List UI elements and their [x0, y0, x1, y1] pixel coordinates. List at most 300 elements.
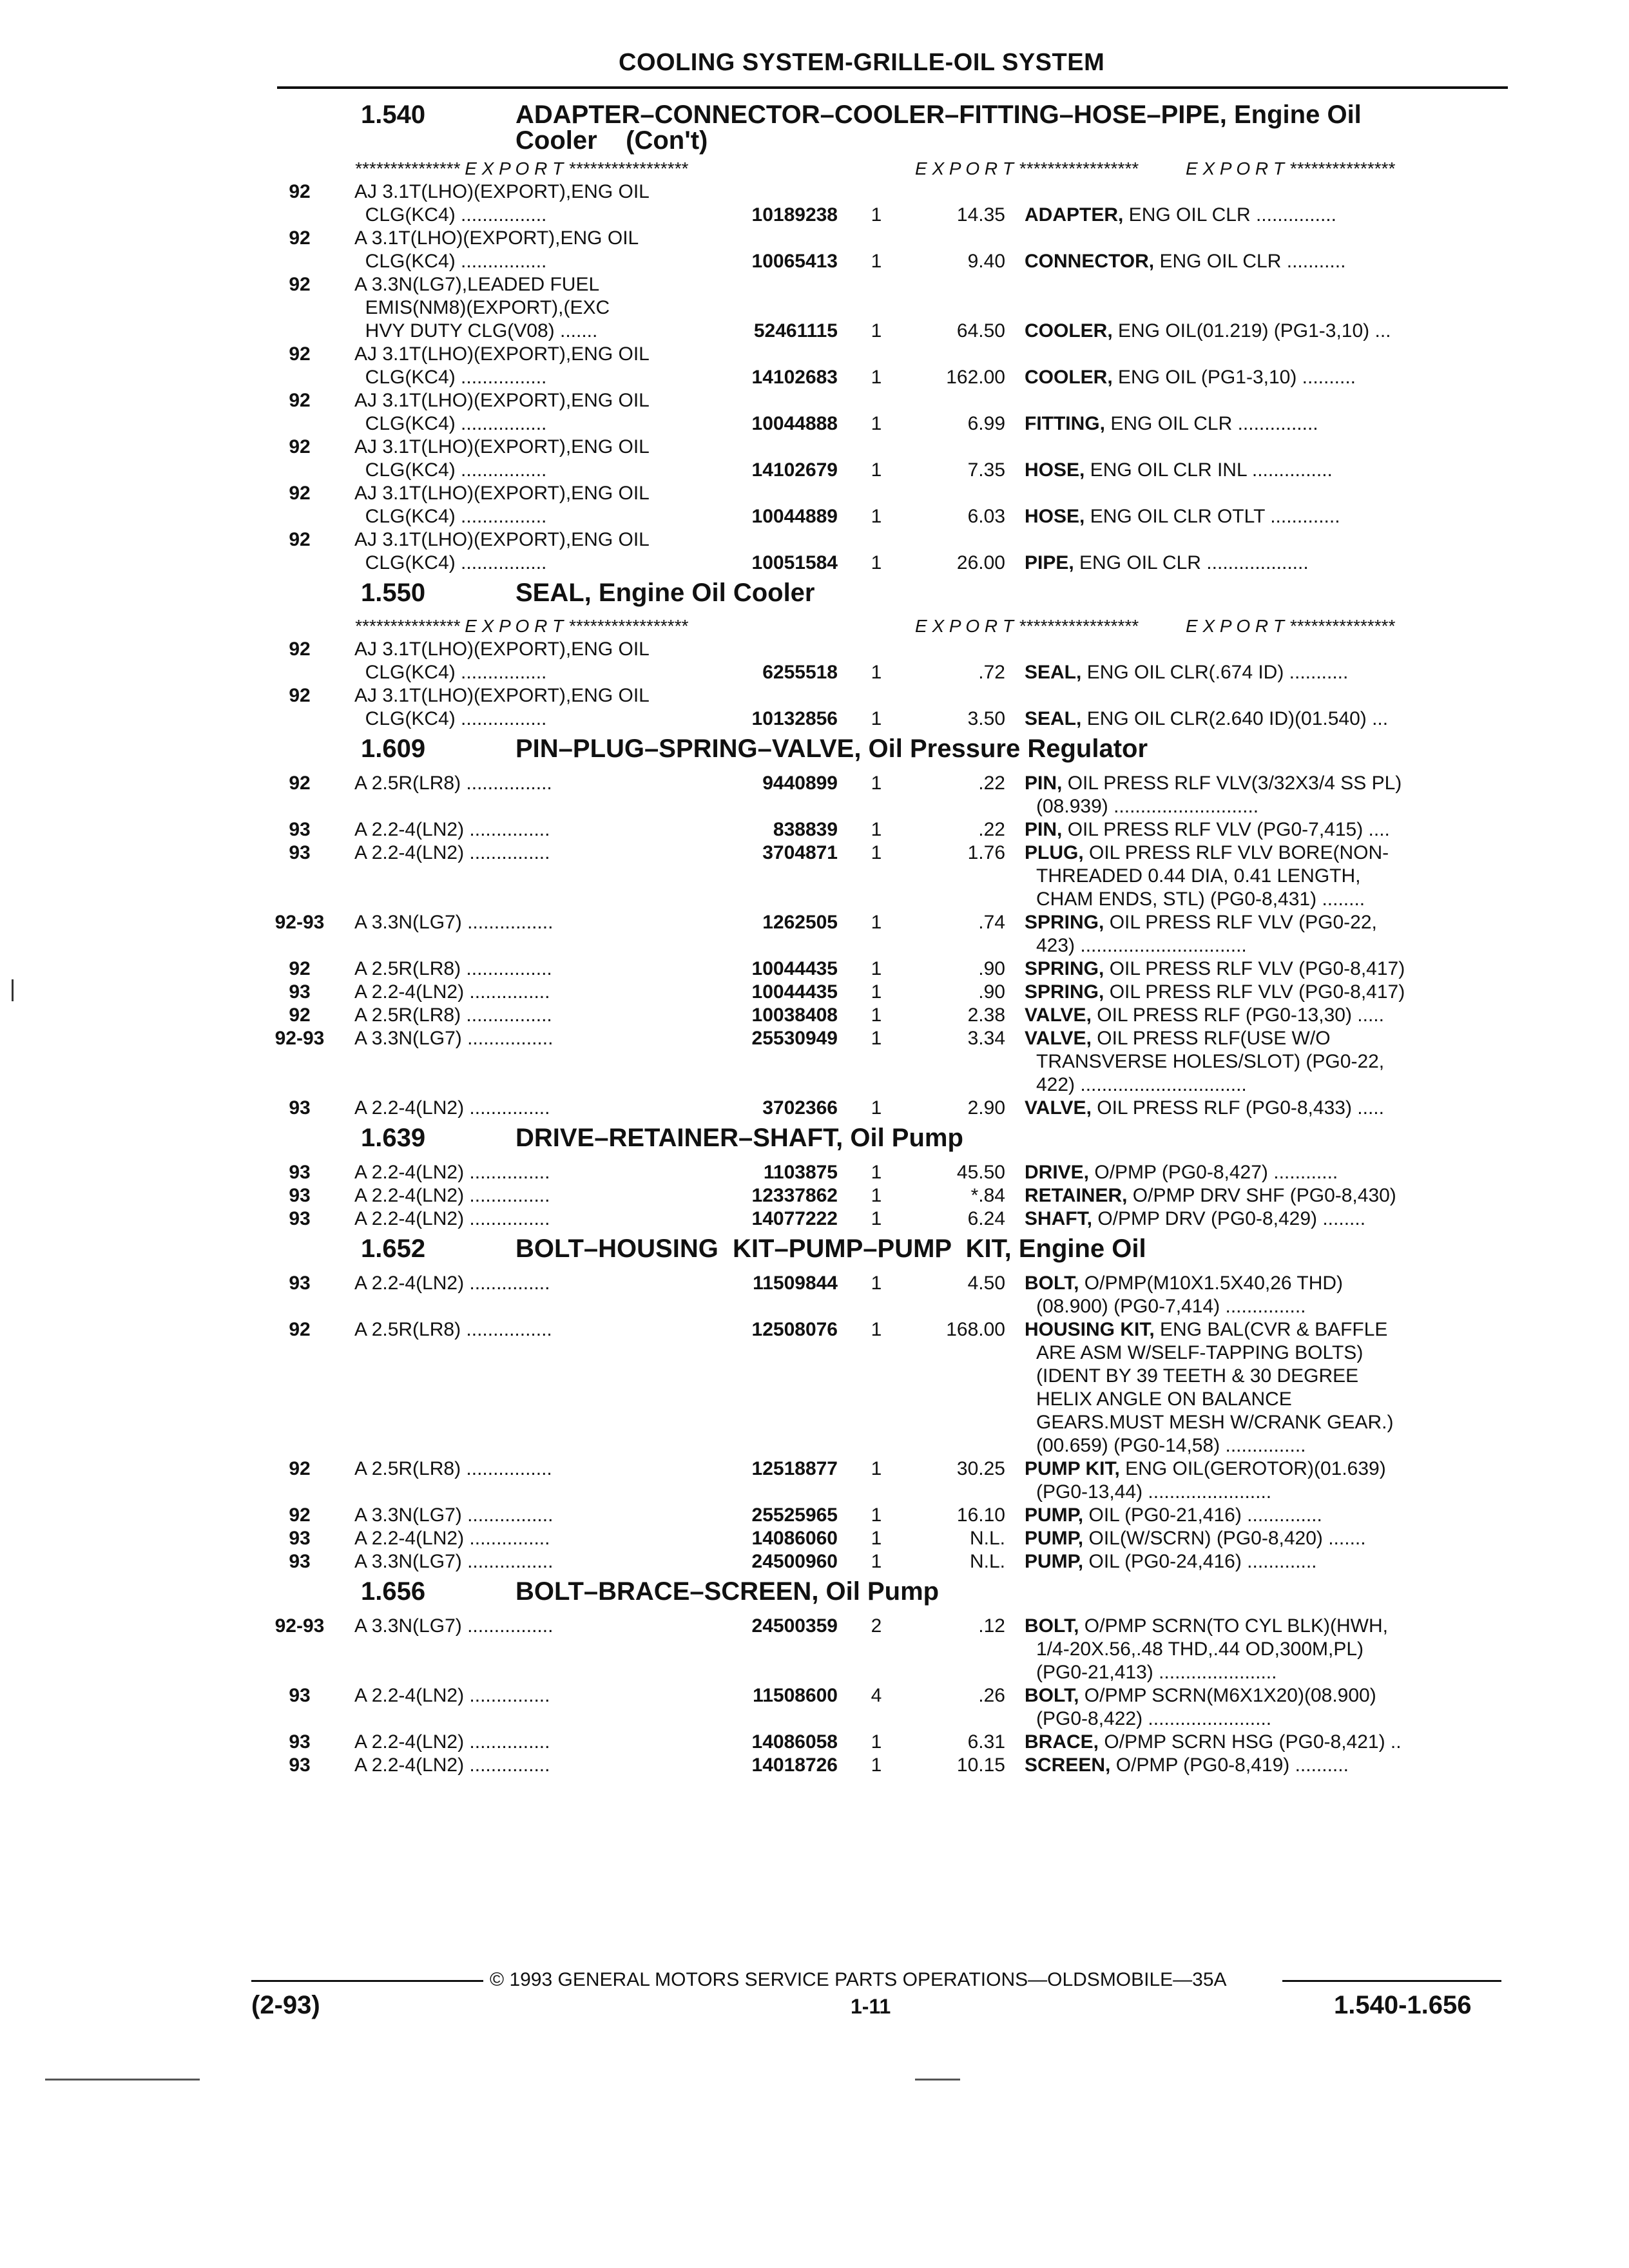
application-line: A 2.2-4(LN2) ...............	[354, 1754, 550, 1776]
model-year: 92-93	[275, 1028, 325, 1049]
description-text: O/PMP SCRN(TO CYL BLK)(HWH,	[1079, 1615, 1388, 1637]
header-rule	[277, 86, 1508, 89]
application-line: CLG(KC4) ................	[354, 662, 547, 683]
model-year: 93	[289, 842, 311, 863]
part-description	[1025, 250, 1505, 273]
footer-rule-right	[1282, 1980, 1501, 1982]
description-line	[1025, 1457, 1505, 1481]
price: 3.50	[967, 708, 1005, 729]
description-line	[1025, 459, 1505, 482]
part-number: 52461115	[753, 320, 838, 341]
model-year: 93	[289, 1097, 311, 1119]
part-row	[264, 638, 1508, 684]
model-year: 92	[289, 1504, 311, 1526]
application-line: AJ 3.1T(LHO)(EXPORT),ENG OIL	[354, 181, 650, 202]
part-row	[264, 1161, 1508, 1184]
model-year: 92	[289, 390, 311, 411]
model-year: 93	[289, 1208, 311, 1229]
part-row	[264, 911, 1508, 957]
description-line: TRANSVERSE HOLES/SLOT) (PG0-22,	[1036, 1051, 1385, 1072]
part-row	[264, 482, 1508, 528]
description-line	[1025, 707, 1505, 731]
section-heading	[264, 731, 1508, 772]
part-row	[264, 227, 1508, 273]
section-number: 1.550	[361, 579, 426, 607]
quantity: 1	[871, 459, 882, 481]
application-line: A 2.2-4(LN2) ...............	[354, 1273, 550, 1294]
description-text: O/PMP SCRN(M6X1X20)(08.900)	[1079, 1685, 1376, 1706]
description-line: (PG0-21,413) ......................	[1036, 1662, 1277, 1683]
scan-artifact	[45, 2079, 200, 2081]
quantity: 1	[871, 1028, 882, 1049]
quantity: 1	[871, 773, 882, 794]
application-text	[354, 436, 702, 482]
section-heading	[264, 97, 1508, 159]
application-line: A 3.3N(LG7) ................	[354, 1028, 554, 1049]
quantity: 1	[871, 1208, 882, 1229]
application-text	[354, 957, 702, 981]
part-number: 24500960	[751, 1551, 838, 1572]
description-line	[1025, 1207, 1505, 1231]
description-text: ENG OIL CLR INL ...............	[1084, 459, 1333, 481]
price: 45.50	[956, 1162, 1005, 1183]
price: 64.50	[956, 320, 1005, 341]
description-line: (00.659) (PG0-14,58) ...............	[1036, 1435, 1306, 1456]
model-year: 93	[289, 1754, 311, 1776]
export-marker: E X P O R T ***************	[1186, 616, 1395, 636]
application-line: CLG(KC4) ................	[354, 552, 547, 573]
application-text	[354, 1527, 702, 1550]
quantity: 1	[871, 1731, 882, 1753]
export-marker: E X P O R T ***************	[1186, 159, 1395, 178]
description-text: O/PMP (PG0-8,419) ..........	[1110, 1754, 1349, 1776]
description-line: CHAM ENDS, STL) (PG0-8,431) ........	[1036, 889, 1365, 910]
part-row	[264, 1207, 1508, 1231]
application-line: A 3.1T(LHO)(EXPORT),ENG OIL	[354, 227, 639, 249]
export-marker-line	[264, 616, 1508, 638]
part-number: 10189238	[751, 204, 838, 226]
part-description	[1025, 1754, 1505, 1777]
quantity: 1	[871, 662, 882, 683]
description-text: ENG OIL CLR(2.640 ID)(01.540) ...	[1081, 708, 1389, 729]
description-line	[1025, 505, 1505, 528]
model-year: 92	[289, 529, 311, 550]
part-number: 9440899	[762, 773, 838, 794]
quantity: 1	[871, 1097, 882, 1119]
model-year: 93	[289, 1685, 311, 1706]
application-line: CLG(KC4) ................	[354, 413, 547, 434]
model-year: 92	[289, 1458, 311, 1479]
application-line: AJ 3.1T(LHO)(EXPORT),ENG OIL	[354, 483, 650, 504]
application-line: A 2.2-4(LN2) ...............	[354, 1097, 550, 1119]
application-line: A 2.2-4(LN2) ...............	[354, 1685, 550, 1706]
export-marker: *************** E X P O R T *****************	[354, 616, 688, 636]
section-heading	[264, 1231, 1508, 1272]
application-text	[354, 528, 702, 575]
part-number: 3704871	[762, 842, 838, 863]
price: .74	[978, 912, 1005, 933]
price: .22	[978, 773, 1005, 794]
part-row	[264, 1272, 1508, 1318]
part-description	[1025, 505, 1505, 528]
parts-list	[264, 97, 1508, 1777]
application-line: A 2.5R(LR8) ................	[354, 1458, 552, 1479]
description-line	[1025, 1318, 1505, 1341]
application-text	[354, 1731, 702, 1754]
model-year: 93	[289, 1273, 311, 1294]
price: *.84	[970, 1185, 1005, 1206]
section-heading	[264, 1573, 1508, 1615]
model-year: 93	[289, 1731, 311, 1753]
price: .22	[978, 819, 1005, 840]
quantity: 1	[871, 506, 882, 527]
part-row	[264, 180, 1508, 227]
description-line	[1025, 1161, 1505, 1184]
application-text	[354, 1318, 702, 1341]
description-text: O/PMP(M10X1.5X40,26 THD)	[1079, 1273, 1344, 1294]
quantity: 1	[871, 1551, 882, 1572]
description-text: OIL (PG0-21,416) ..............	[1083, 1504, 1322, 1526]
price: 26.00	[956, 552, 1005, 573]
section-title: DRIVE–RETAINER–SHAFT, Oil Pump	[516, 1124, 963, 1152]
part-description	[1025, 1097, 1505, 1120]
part-number: 25525965	[751, 1504, 838, 1526]
part-number: 14077222	[751, 1208, 838, 1229]
price: 2.90	[967, 1097, 1005, 1119]
model-year: 92	[289, 685, 311, 706]
description-text: ENG BAL(CVR & BAFFLE	[1154, 1319, 1388, 1340]
part-description	[1025, 772, 1505, 818]
part-name: SEAL,	[1025, 662, 1082, 683]
part-number: 1103875	[763, 1162, 838, 1183]
model-year: 92	[289, 436, 311, 457]
application-text	[354, 1184, 702, 1207]
application-text	[354, 1004, 702, 1027]
description-line: (PG0-13,44) .......................	[1036, 1481, 1272, 1503]
quantity: 1	[871, 981, 882, 1003]
description-text: O/PMP DRV SHF (PG0-8,430)	[1127, 1185, 1396, 1206]
application-line: AJ 3.1T(LHO)(EXPORT),ENG OIL	[354, 436, 650, 457]
quantity: 1	[871, 1504, 882, 1526]
model-year: 92-93	[275, 912, 325, 933]
description-line	[1025, 204, 1505, 227]
part-row	[264, 1184, 1508, 1207]
application-line: EMIS(NM8)(EXPORT),(EXC	[354, 297, 610, 318]
part-description	[1025, 1550, 1505, 1573]
description-line	[1025, 1004, 1505, 1027]
application-line: A 2.5R(LR8) ................	[354, 773, 552, 794]
application-text	[354, 1161, 702, 1184]
part-number: 25530949	[751, 1028, 838, 1049]
price: 6.24	[967, 1208, 1005, 1229]
part-name: COOLER,	[1025, 367, 1113, 388]
description-line	[1025, 1754, 1505, 1777]
quantity: 1	[871, 251, 882, 272]
description-text: OIL PRESS RLF VLV (PG0-7,415) ....	[1062, 819, 1390, 840]
price: 1.76	[967, 842, 1005, 863]
part-row	[264, 273, 1508, 343]
price: .90	[978, 958, 1005, 979]
application-text	[354, 1754, 702, 1777]
footer-date: (2-93)	[251, 1991, 320, 2019]
description-text: O/PMP DRV (PG0-8,429) ........	[1092, 1208, 1366, 1229]
part-name: SPRING,	[1025, 958, 1104, 979]
part-name: VALVE,	[1025, 1097, 1092, 1119]
model-year: 92	[289, 958, 311, 979]
application-line: A 2.2-4(LN2) ...............	[354, 1185, 550, 1206]
application-text	[354, 180, 702, 227]
part-description	[1025, 707, 1505, 731]
part-description	[1025, 1731, 1505, 1754]
part-description	[1025, 1504, 1505, 1527]
part-name: PUMP,	[1025, 1551, 1084, 1572]
part-number: 14086058	[751, 1731, 838, 1753]
application-line: A 2.2-4(LN2) ...............	[354, 1528, 550, 1549]
part-row	[264, 343, 1508, 389]
description-text: ENG OIL (PG1-3,10) ..........	[1112, 367, 1356, 388]
part-name: RETAINER,	[1025, 1185, 1128, 1206]
description-text: OIL (PG0-24,416) .............	[1083, 1551, 1317, 1572]
description-text: ENG OIL CLR ...........	[1154, 251, 1346, 272]
description-text: ENG OIL CLR(.674 ID) ...........	[1081, 662, 1349, 683]
part-description	[1025, 818, 1505, 841]
description-text: OIL(W/SCRN) (PG0-8,420) .......	[1083, 1528, 1366, 1549]
part-row	[264, 1097, 1508, 1120]
part-description	[1025, 1527, 1505, 1550]
export-marker-line	[264, 159, 1508, 180]
part-description	[1025, 1457, 1505, 1504]
quantity: 1	[871, 1004, 882, 1026]
quantity: 1	[871, 413, 882, 434]
application-line: A 2.2-4(LN2) ...............	[354, 819, 550, 840]
price: .12	[978, 1615, 1005, 1637]
part-name: HOSE,	[1025, 459, 1085, 481]
description-line	[1025, 1615, 1505, 1638]
section-heading	[264, 575, 1508, 616]
part-name: CONNECTOR,	[1025, 251, 1155, 272]
part-description	[1025, 1184, 1505, 1207]
part-name: PIN,	[1025, 773, 1063, 794]
part-description	[1025, 1027, 1505, 1097]
application-line: A 2.5R(LR8) ................	[354, 1319, 552, 1340]
model-year: 92	[289, 227, 311, 249]
application-text	[354, 841, 702, 865]
part-name: HOSE,	[1025, 506, 1085, 527]
part-row	[264, 1527, 1508, 1550]
application-text	[354, 482, 702, 528]
application-text	[354, 1097, 702, 1120]
description-line	[1025, 1184, 1505, 1207]
footer-rule-left	[251, 1980, 483, 1982]
part-number: 10044889	[751, 506, 838, 527]
part-description	[1025, 1004, 1505, 1027]
part-name: FITTING,	[1025, 413, 1105, 434]
part-name: HOUSING KIT,	[1025, 1319, 1155, 1340]
part-number: 10044435	[751, 958, 838, 979]
application-line: A 2.5R(LR8) ................	[354, 958, 552, 979]
description-line: (08.900) (PG0-7,414) ...............	[1036, 1296, 1306, 1317]
price: N.L.	[969, 1528, 1005, 1549]
section-title: PIN–PLUG–SPRING–VALVE, Oil Pressure Regulator	[516, 735, 1148, 763]
part-name: BOLT,	[1025, 1685, 1079, 1706]
description-text: ENG OIL CLR ...............	[1123, 204, 1336, 226]
part-row	[264, 841, 1508, 911]
application-line: CLG(KC4) ................	[354, 459, 547, 481]
part-description	[1025, 911, 1505, 957]
application-text	[354, 389, 702, 436]
price: 16.10	[956, 1504, 1005, 1526]
part-name: SEAL,	[1025, 708, 1082, 729]
part-number: 10051584	[751, 552, 838, 573]
part-description	[1025, 552, 1505, 575]
export-marker: E X P O R T *****************	[915, 159, 1139, 178]
part-description	[1025, 320, 1505, 343]
application-text	[354, 1207, 702, 1231]
section-title: ADAPTER–CONNECTOR–COOLER–FITTING–HOSE–PIPE, Engine Oil Cooler (Con't)	[516, 101, 1362, 155]
application-line: AJ 3.1T(LHO)(EXPORT),ENG OIL	[354, 343, 650, 365]
description-text: O/PMP SCRN HSG (PG0-8,421) ..	[1099, 1731, 1402, 1753]
quantity: 1	[871, 367, 882, 388]
part-description	[1025, 1615, 1505, 1684]
application-text	[354, 981, 702, 1004]
part-description	[1025, 412, 1505, 436]
description-line: THREADED 0.44 DIA, 0.41 LENGTH,	[1036, 865, 1361, 887]
footer-copyright: © 1993 GENERAL MOTORS SERVICE PARTS OPERATIONS—OLDSMOBILE—35A	[490, 1969, 1227, 1990]
part-row	[264, 528, 1508, 575]
part-number: 838839	[773, 819, 838, 840]
part-number: 11508600	[753, 1685, 838, 1706]
section-heading	[264, 1120, 1508, 1161]
price: 30.25	[956, 1458, 1005, 1479]
application-line: A 3.3N(LG7),LEADED FUEL	[354, 274, 600, 295]
part-description	[1025, 1272, 1505, 1318]
description-line: 423) ...............................	[1036, 935, 1247, 956]
part-number: 12337862	[751, 1185, 838, 1206]
description-text: OIL PRESS RLF (PG0-13,30) .....	[1091, 1004, 1384, 1026]
quantity: 1	[871, 842, 882, 863]
part-row	[264, 981, 1508, 1004]
quantity: 1	[871, 1162, 882, 1183]
part-description	[1025, 981, 1505, 1004]
quantity: 1	[871, 912, 882, 933]
application-line: A 2.2-4(LN2) ...............	[354, 1162, 550, 1183]
price: .26	[978, 1685, 1005, 1706]
description-text: OIL PRESS RLF VLV (PG0-22,	[1104, 912, 1377, 933]
description-text: OIL PRESS RLF (PG0-8,433) .....	[1091, 1097, 1384, 1119]
part-number: 3702366	[762, 1097, 838, 1119]
application-text	[354, 911, 702, 934]
application-line: AJ 3.1T(LHO)(EXPORT),ENG OIL	[354, 639, 650, 660]
description-line	[1025, 1272, 1505, 1295]
quantity: 1	[871, 1754, 882, 1776]
application-text	[354, 772, 702, 795]
description-line	[1025, 1097, 1505, 1120]
part-number: 10044435	[751, 981, 838, 1003]
description-text: OIL PRESS RLF VLV (PG0-8,417)	[1104, 981, 1405, 1003]
quantity: 1	[871, 1319, 882, 1340]
application-line: CLG(KC4) ................	[354, 367, 547, 388]
part-description	[1025, 661, 1505, 684]
description-line	[1025, 1731, 1505, 1754]
part-row	[264, 772, 1508, 818]
section-number: 1.609	[361, 735, 426, 763]
part-row	[264, 436, 1508, 482]
part-description	[1025, 366, 1505, 389]
application-line: CLG(KC4) ................	[354, 251, 547, 272]
part-name: COOLER,	[1025, 320, 1113, 341]
part-name: SPRING,	[1025, 912, 1104, 933]
part-number: 12508076	[751, 1319, 838, 1340]
price: N.L.	[969, 1551, 1005, 1572]
description-line	[1025, 841, 1505, 865]
part-number: 14102679	[751, 459, 838, 481]
footer-section-range: 1.540-1.656	[1334, 1991, 1472, 2019]
application-line: A 2.2-4(LN2) ...............	[354, 1731, 550, 1753]
part-description	[1025, 1207, 1505, 1231]
part-name: BOLT,	[1025, 1615, 1079, 1637]
application-line: AJ 3.1T(LHO)(EXPORT),ENG OIL	[354, 529, 650, 550]
application-text	[354, 1504, 702, 1527]
description-text: ENG OIL CLR ...............	[1104, 413, 1318, 434]
section-number: 1.652	[361, 1235, 426, 1263]
description-line: (PG0-8,422) .......................	[1036, 1708, 1272, 1729]
application-line: A 2.5R(LR8) ................	[354, 1004, 552, 1026]
price: 6.31	[967, 1731, 1005, 1753]
application-text	[354, 1272, 702, 1295]
application-line: HVY DUTY CLG(V08) .......	[354, 320, 598, 341]
section-number: 1.656	[361, 1577, 426, 1606]
part-row	[264, 1457, 1508, 1504]
price: 2.38	[967, 1004, 1005, 1026]
description-line	[1025, 366, 1505, 389]
quantity: 1	[871, 958, 882, 979]
price: .72	[978, 662, 1005, 683]
quantity: 1	[871, 1185, 882, 1206]
model-year: 92	[289, 1004, 311, 1026]
part-name: BOLT,	[1025, 1273, 1079, 1294]
description-line: 1/4-20X.56,.48 THD,.44 OD,300M,PL)	[1036, 1639, 1364, 1660]
section-title: BOLT–HOUSING KIT–PUMP–PUMP KIT, Engine Oil	[516, 1235, 1146, 1263]
model-year: 92	[289, 483, 311, 504]
application-text	[354, 684, 702, 731]
price: 6.03	[967, 506, 1005, 527]
description-line	[1025, 412, 1505, 436]
description-text: OIL PRESS RLF VLV (PG0-8,417)	[1104, 958, 1405, 979]
application-line: AJ 3.1T(LHO)(EXPORT),ENG OIL	[354, 685, 650, 706]
application-line: A 2.2-4(LN2) ...............	[354, 842, 550, 863]
section-number: 1.639	[361, 1124, 426, 1152]
application-line: CLG(KC4) ................	[354, 506, 547, 527]
description-line	[1025, 661, 1505, 684]
part-description	[1025, 841, 1505, 911]
quantity: 1	[871, 819, 882, 840]
part-name: BRACE,	[1025, 1731, 1099, 1753]
description-line: (IDENT BY 39 TEETH & 30 DEGREE	[1036, 1365, 1359, 1387]
application-line: CLG(KC4) ................	[354, 204, 547, 226]
description-text: ENG OIL(GEROTOR)(01.639)	[1119, 1458, 1386, 1479]
description-text: ENG OIL CLR ...................	[1074, 552, 1309, 573]
model-year: 93	[289, 981, 311, 1003]
application-line: CLG(KC4) ................	[354, 708, 547, 729]
application-line: A 3.3N(LG7) ................	[354, 912, 554, 933]
model-year: 93	[289, 1528, 311, 1549]
application-text	[354, 343, 702, 389]
part-name: VALVE,	[1025, 1028, 1092, 1049]
part-description	[1025, 1684, 1505, 1731]
part-description	[1025, 1161, 1505, 1184]
quantity: 1	[871, 1458, 882, 1479]
price: 162.00	[946, 367, 1005, 388]
